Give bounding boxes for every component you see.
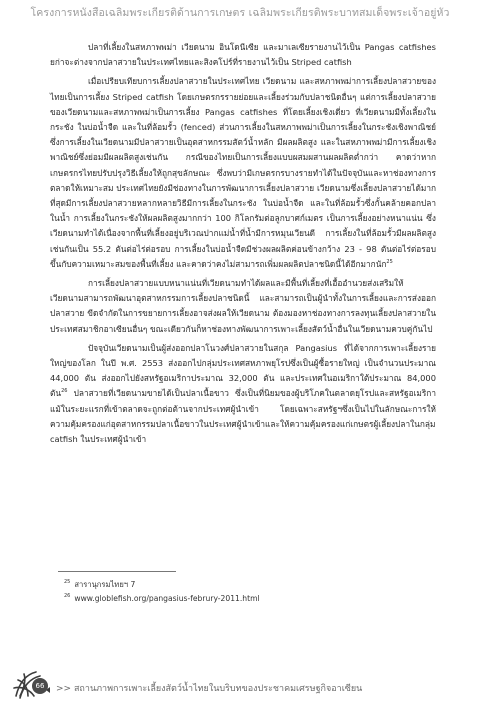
paragraph: [50, 74, 436, 272]
footnote-link[interactable]: www.globlefish.org/pangasius-februry-2011.html: [74, 594, 260, 603]
paragraph-text: ปัจจุบันเวียดนามเป็นผู้ส่งออกปลาโนวงศ์ปลาสวายในสกุล Pangasius ที่ได้จากการเพาะเลี้ยงรายใหญ่ของโลก ในปี พ.ศ. 2553 ส่งออกไปกลุ่มประเทศสหภาพยุโรปซึ่งเป็นผู้ซื้อรายใหญ่ เป็นจำนวนประมาณ 44,000 ตัน ส่งออกไปยังสหรัฐอเมริกาประมาณ 32,000 ตัน และประเทศในอเมริกาใต้ประมาณ 84,000 ตัน: [50, 342, 436, 399]
running-header: [0, 0, 480, 26]
footnote-text: สารานุกรมไทยฯ 7: [74, 580, 136, 589]
paragraph-text: ปลาสวายที่เวียดนามขายได้เป็นปลาเนื้อขาว ซึ่งเป็นที่นิยมของผู้บริโภคในตลาดยุโรปและสหรัฐอเมริกา แม้ในระยะแรกที่เข้าตลาดจะถูกต่อต้านจากประเทศผู้นำเข้า โดยเฉพาะสหรัฐฯซึ่งเป็นไปในลักษณะการให้ความคุ้มครองแก่อุตสาหกรรมปลาเนื้อขาวในประเทศผู้นำเข้าและให้ความคุ้มครองแก่เกษตรผู้เลี้ยงปลาในกลุ่ม catfish ในประเทศผู้นำเข้า: [50, 388, 436, 445]
header-title: โครงการหนังสือเฉลิมพระเกียรติด้านการเกษตร เฉลิมพระเกียรติพระบาทสมเด็จพระเจ้าอยู่หัว: [30, 7, 450, 19]
footnote-item: [64, 592, 444, 606]
footnote-item: [64, 578, 444, 592]
paragraph-text: ปลาที่เลี้ยงในสหภาพพม่า เวียดนาม อินโดนีเซีย และมาเลเซียรายงานไว้เป็น Pangas catfishes ยก่าจะต่างจากปลาสวายในประเทศไทยและสิงคโปร์ที่รายงานไว้เป็น Striped catfish: [50, 42, 436, 68]
paragraph: [50, 40, 436, 70]
paragraph: [50, 276, 436, 337]
footnote-ref: 26: [61, 388, 68, 395]
footnote-divider: [58, 571, 176, 572]
paragraph: [50, 341, 436, 447]
footer-title: >> สถานภาพการเพาะเลี้ยงสัตว์น้ำไทยในบริบทของประชาคมเศรษฐกิจอาเซียน: [56, 684, 363, 694]
footnote-number: 26: [64, 593, 71, 600]
footnotes: [64, 578, 444, 606]
footnote-number: 25: [64, 579, 71, 586]
page-footer: [0, 666, 480, 706]
paragraph-text: การเลี้ยงปลาสวายแบบหนาแน่นที่เวียดนามทำได้ผลและมีพื้นที่เลี้ยงที่เอื้ออำนวยส่งเสริมให้เวียดนามสามารถพัฒนาอุตสาหกรรมการเลี้ยงปลาชนิดนี้ และสามารถเป็นผู้นำทั้งในการเลี้ยงและการส่งออกปลาสวาย ขีดจำกัดในการขยายการเลี้ยงอาจส่งผลให้เวียดนาม ต้องมองหาช่องทางการลงทุนเลี้ยงปลาสวายในประเทศสมาชิกอาเซียนอื่นๆ ขณะเดียวกันก็หาช่องทางพัฒนาการเพาะเลี้ยงสัตว์น้ำอื่นในเวียดนามควบคู่กันไป: [50, 278, 436, 334]
body-text: [50, 40, 436, 447]
page-number: 66: [32, 678, 48, 694]
footnote-ref: 25: [386, 259, 393, 266]
paragraph-text: เมื่อเปรียบเทียบการเลี้ยงปลาสวายในประเทศไทย เวียดนาม และสหภาพพม่าการเลี้ยงปลาสวายของไทยเป็นการเลี้ยง Striped catfish โดยเกษตรกรรายย่อยและเลี้ยงร่วมกับปลาชนิดอื่นๆ แต่การเลี้ยงปลาสวายของเวียดนามและสหภาพพม่าเป็นการเลี้ยง Pangas catfishes ที่โดยเลี้ยงเชิงเดี่ยว ที่เวียดนามมีทั้งเลี้ยงในกระชัง ในบ่อน้ำจืด และในที่ล้อมรั้ว (fenced) ส่วนการเลี้ยงในสหภาพพม่าเป็นการเลี้ยงในกระชังเชิงพาณิชย์ ซึ่งการเลี้ยงในเวียดนามมีปลาสวายเป็นอุตสาหกรรมสัตว์น้ำหลัก มีผลผลิตสูง และในสหภาพพม่ามีการเลี้ยงเชิงพาณิชย์ซึ่งย่อมมีผลผลิตสูงเช่นกัน กรณีของไทยเป็นการเลี้ยงแบบผสมผสานผลผลิตต่ำกว่า คาดว่าหากเกษตรกรไทยปรับปรุงวิธีเลี้ยงให้ถูกสุขลักษณะ ซึ่งพบว่ามีเกษตรกรบางรายทำได้ในปัจจุบันและหาช่องทางการตลาดให้เหมาะสม ประเทศไทยยังมีช่องทางในการพัฒนาการเลี้ยงปลาสวาย เวียดนามซึ่งเลี้ยงปลาสวายได้มากที่สุดมีการเลี้ยงปลาสวายหลากหลายวิธีมีการเลี้ยงในกระชัง ในบ่อน้ำจืด และในที่ล้อมรั้วซึ่งกั้นคล้ายคอกปลาในน้ำ การเลี้ยงในกระชังให้ผลผลิตสูงมากกว่า 100 กิโลกรัมต่อลูกบาศก์เมตร เป็นการเลี้ยงอย่างหนาแน่น ซึ่งเวียดนามทำได้เนื่องจากพื้นที่เลี้ยงอยู่บริเวณปากแม่น้ำที่น้ำมีการหมุนเวียนดี การเลี้ยงในที่ล้อมรั้วมีผลผลิตสูงเช่นกันเป็น 55.2 ตันต่อไร่ต่อรอบ การเลี้ยงในบ่อน้ำจืดมีช่วงผลผลิตค่อนข้างกว้าง 23 - 98 ตันต่อไร่ต่อรอบขึ้นกับความเหมาะสมของพื้นที่เลี้ยง และคาดว่าคงไม่สามารถเพิ่มผลผลิตปลาชนิดนี้ได้อีกมากนัก: [50, 76, 436, 269]
